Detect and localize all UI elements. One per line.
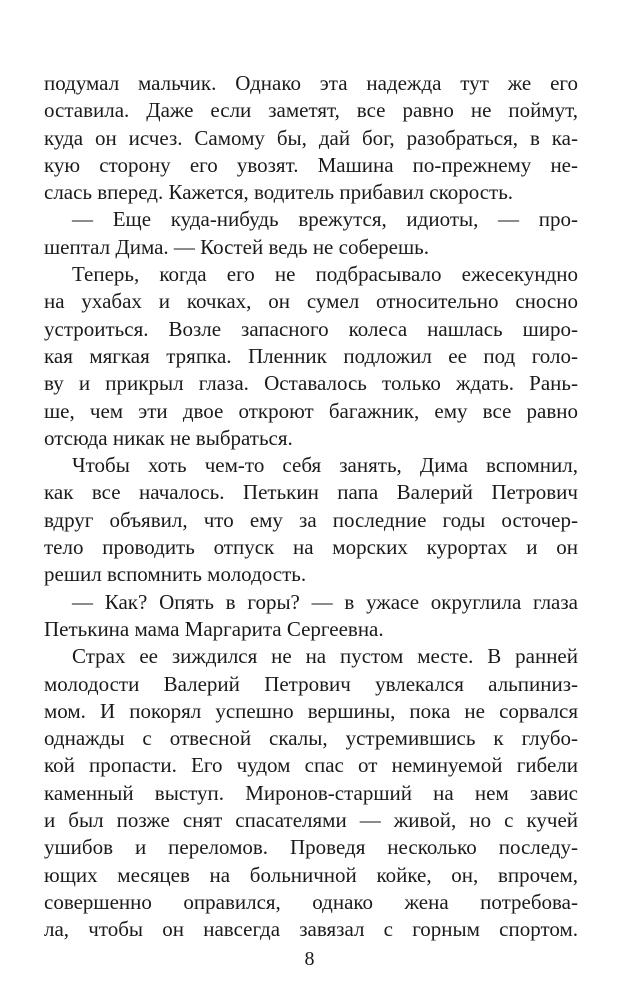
text-line: куда он исчез. Самому бы, дай бог, разобраться, в ка- bbox=[44, 125, 578, 150]
text-line: ушибов и переломов. Проведя несколько последу- bbox=[44, 835, 578, 860]
text-line: тело проводить отпуск на морских курортах и он bbox=[44, 535, 578, 560]
text-line: слась вперед. Кажется, водитель прибавил скорость. bbox=[44, 180, 514, 205]
text-line: кая мягкая тряпка. Пленник подложил ее под голо- bbox=[44, 343, 578, 368]
text-line: как все началось. Петькин папа Валерий Петрович bbox=[44, 480, 578, 505]
text-line: на ухабах и кочках, он сумел относительно сносно bbox=[44, 289, 578, 314]
text-line: Теперь, когда его не подбрасывало ежесекундно bbox=[72, 262, 578, 287]
text-line: Петькина мама Маргарита Сергеевна. bbox=[44, 616, 384, 641]
text-line: мом. И покорял успешно вершины, пока не сорвался bbox=[44, 698, 578, 723]
text-line: однажды с отвесной скалы, устремившись к глубо- bbox=[44, 726, 578, 751]
text-line: отсюда никак не выбраться. bbox=[44, 425, 293, 450]
text-line: решил вспомнить молодость. bbox=[44, 562, 307, 587]
text-line: кую сторону его увозят. Машина по-прежнему не- bbox=[44, 152, 578, 177]
text-line: Страх ее зиждился не на пустом месте. В ранней bbox=[72, 644, 578, 669]
page-number: 8 bbox=[304, 948, 315, 970]
text-line: и был позже снят спасателями — живой, но с кучей bbox=[44, 808, 578, 833]
text-line: шептал Дима. — Костей ведь не соберешь. bbox=[44, 234, 429, 259]
text-line: совершенно оправился, однако жена потребова- bbox=[44, 889, 578, 914]
text-line: — Как? Опять в горы? — в ужасе округлила глаза bbox=[72, 589, 578, 614]
text-line: оставила. Даже если заметят, все равно не поймут, bbox=[44, 98, 578, 123]
text-line: ющих месяцев на больничной койке, он, впрочем, bbox=[44, 862, 578, 887]
body-text bbox=[44, 70, 578, 944]
text-line: подумал мальчик. Однако эта надежда тут же его bbox=[44, 71, 578, 95]
text-line: вдруг объявил, что ему за последние годы осточер- bbox=[44, 507, 578, 532]
text-line: ла, чтобы он навсегда завязал с горным спортом. bbox=[44, 917, 578, 942]
text-line: молодости Валерий Петрович увлекался альпиниз- bbox=[44, 671, 578, 696]
text-line: кой пропасти. Его чудом спас от неминуемой гибели bbox=[44, 753, 578, 778]
text-line: ву и прикрыл глаза. Оставалось только ждать. Рань- bbox=[44, 371, 578, 396]
text-line: Чтобы хоть чем-то себя занять, Дима вспомнил, bbox=[72, 453, 578, 478]
text-line: каменный выступ. Миронов-старший на нем завис bbox=[44, 780, 578, 805]
text-line: ше, чем эти двое откроют багажник, ему все равно bbox=[44, 398, 578, 423]
text-line: — Еще куда-нибудь врежутся, идиоты, — про- bbox=[72, 207, 578, 232]
text-line: устроиться. Возле запасного колеса нашлась широ- bbox=[44, 316, 578, 341]
